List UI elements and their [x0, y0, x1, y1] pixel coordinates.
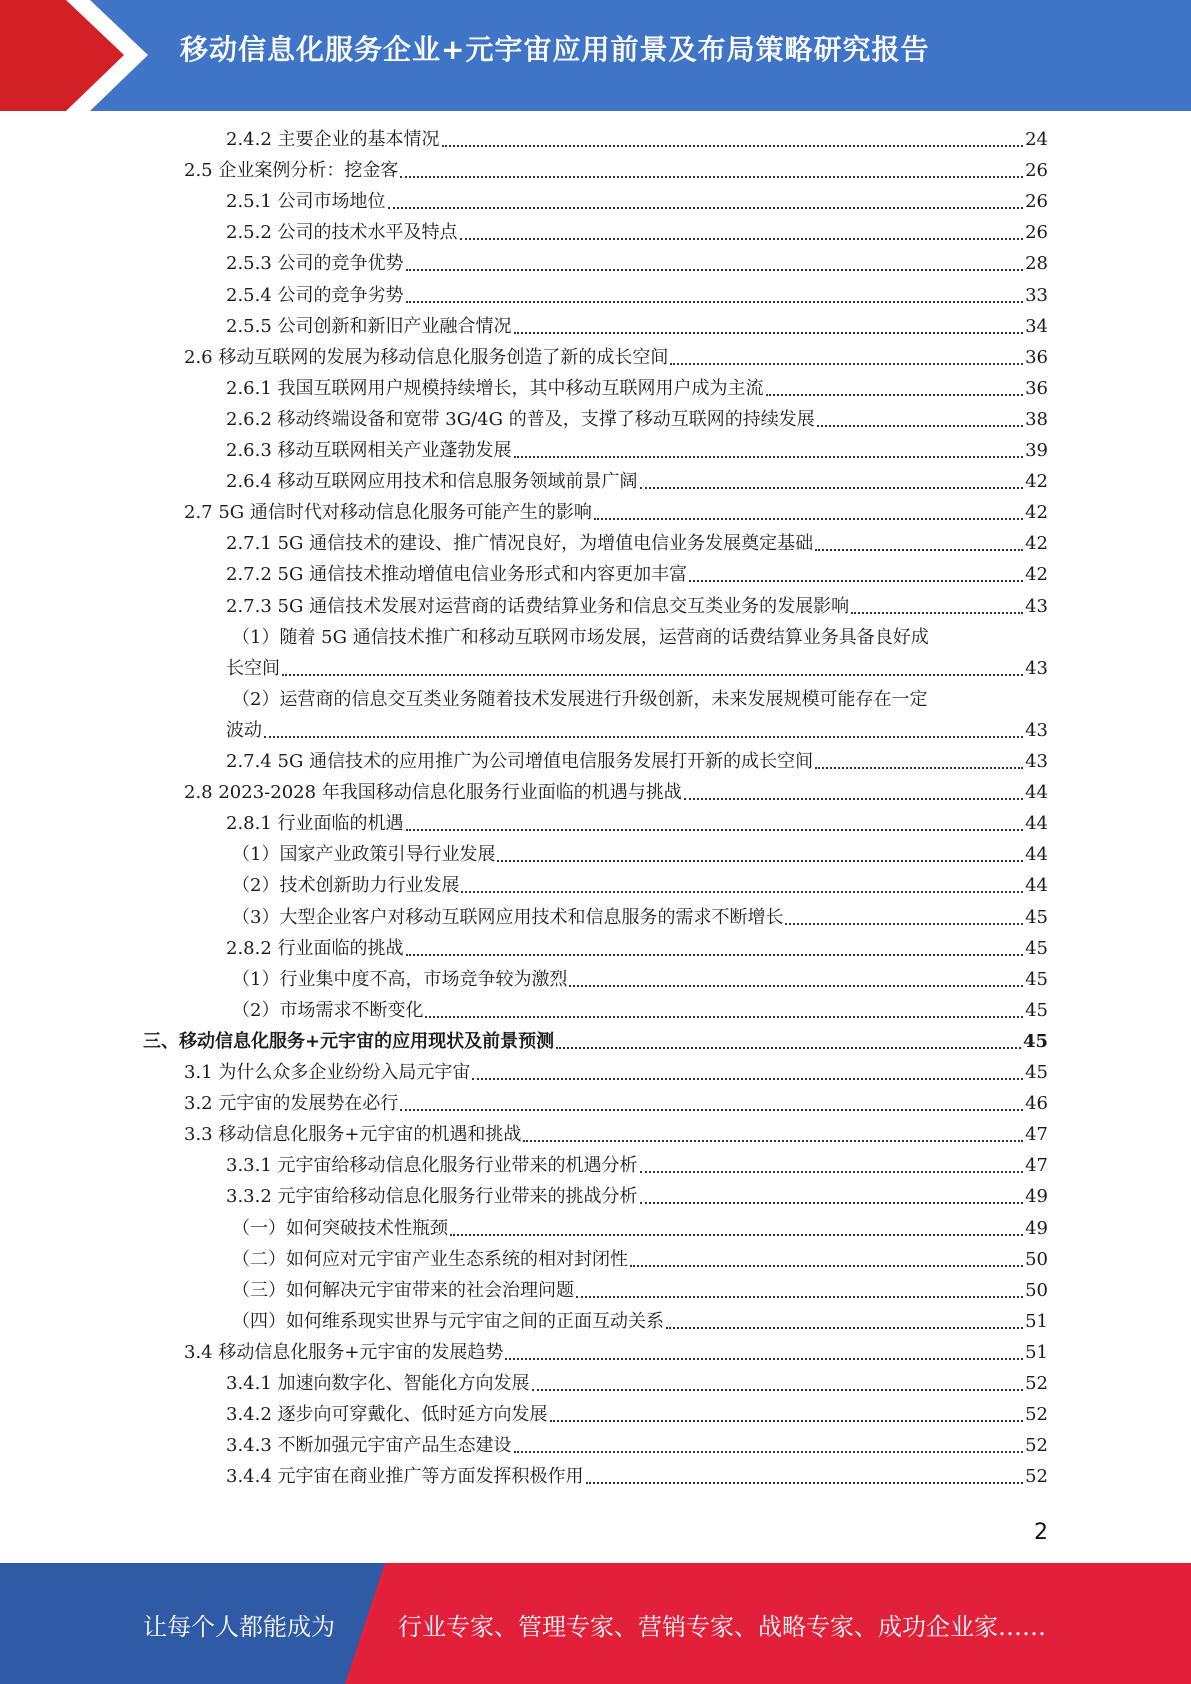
toc-entry-page: 42 [1025, 471, 1048, 492]
toc-entry[interactable] [226, 469, 1048, 493]
toc-entry-title: 2.7.3 5G 通信技术发展对运营商的话费结算业务和信息交互类业务的发展影响 [226, 596, 850, 617]
toc-entry-title: 2.6.2 移动终端设备和宽带 3G/4G 的普及，支撑了移动互联网的持续发展 [226, 409, 815, 430]
toc-entry-title: 2.7.1 5G 通信技术的建设、推广情况良好，为增值电信业务发展奠定基础 [226, 533, 814, 554]
toc-entry[interactable] [226, 1184, 1048, 1208]
toc-entry-page: 52 [1025, 1435, 1048, 1456]
toc-entry-page: 28 [1025, 253, 1048, 274]
toc-dot-leader [640, 1170, 1024, 1173]
toc-entry-page: 51 [1025, 1342, 1048, 1363]
toc-entry-title: （1）随着 5G 通信技术推广和移动互联网市场发展，运营商的话费结算业务具备良好成 [232, 627, 929, 648]
toc-entry-title: 3.4.1 加速向数字化、智能化方向发展 [226, 1373, 530, 1394]
toc-entry-title: 2.5.5 公司创新和新旧产业融合情况 [226, 316, 512, 337]
toc-entry-title: 2.7.4 5G 通信技术的应用推广为公司增值电信服务发展打开新的成长空间 [226, 751, 814, 772]
toc-dot-leader [514, 1450, 1024, 1453]
toc-entry[interactable] [226, 251, 1048, 275]
toc-entry-title: 2.6.1 我国互联网用户规模持续增长，其中移动互联网用户成为主流 [226, 378, 764, 399]
toc-entry-page: 51 [1025, 1311, 1048, 1332]
toc-dot-leader [264, 735, 1023, 738]
toc-dot-leader [556, 1046, 1021, 1049]
toc-entry-title: 3.3.1 元宇宙给移动信息化服务行业带来的机遇分析 [226, 1155, 638, 1176]
toc-dot-leader [523, 1139, 1023, 1142]
toc-dot-leader [550, 1419, 1024, 1422]
toc-entry-title: 2.5.4 公司的竞争劣势 [226, 285, 404, 306]
toc-entry[interactable] [226, 127, 1048, 151]
toc-entry-page: 36 [1025, 378, 1048, 399]
toc-entry-title: 2.5.3 公司的竞争优势 [226, 253, 404, 274]
toc-entry-page: 44 [1025, 782, 1048, 803]
toc-dot-leader [406, 268, 1024, 271]
toc-dot-leader [406, 953, 1024, 956]
toc-dot-leader [514, 455, 1024, 458]
toc-dot-leader [400, 1108, 1023, 1111]
toc-dot-leader [472, 1077, 1023, 1080]
toc-dot-leader [497, 859, 1023, 862]
toc-entry[interactable] [226, 283, 1048, 307]
toc-entry-page: 44 [1025, 844, 1048, 865]
toc-dot-leader [766, 393, 1024, 396]
footer-slogan-left: 让每个人都能成为 [143, 1613, 335, 1641]
page-header [0, 0, 1191, 111]
toc-entry[interactable] [232, 687, 927, 711]
toc-entry-title: （三）如何解决元宇宙带来的社会治理问题 [232, 1280, 574, 1301]
toc-dot-leader [689, 579, 1023, 582]
toc-entry-page: 45 [1025, 1062, 1048, 1083]
toc-entry-title: 3.1 为什么众多企业纷纷入局元宇宙 [184, 1062, 471, 1083]
toc-entry-page: 34 [1025, 316, 1048, 337]
toc-entry[interactable] [226, 594, 1048, 618]
toc-entry[interactable] [143, 1029, 1048, 1053]
toc-dot-leader [576, 1295, 1023, 1298]
toc-entry-page: 33 [1025, 285, 1048, 306]
toc-dot-leader [406, 828, 1024, 831]
toc-entry[interactable] [226, 376, 1048, 400]
toc-entry-title: 2.5.2 公司的技术水平及特点 [226, 222, 458, 243]
toc-dot-leader [594, 517, 1023, 520]
toc-entry-page: 43 [1025, 596, 1048, 617]
toc-entry[interactable] [226, 656, 1048, 680]
toc-dot-leader [640, 486, 1024, 489]
toc-entry-page: 45 [1025, 938, 1048, 959]
toc-entry-title: 3.4.3 不断加强元宇宙产品生态建设 [226, 1435, 512, 1456]
toc-entry-title: 2.5.1 公司市场地位 [226, 191, 386, 212]
toc-dot-leader [630, 1264, 1023, 1267]
toc-entry-title: （四）如何维系现实世界与元宇宙之间的正面互动关系 [232, 1311, 664, 1332]
toc-entry[interactable] [226, 531, 1048, 555]
toc-entry-title: 2.6.3 移动互联网相关产业蓬勃发展 [226, 440, 512, 461]
toc-entry-title: （2）市场需求不断变化 [232, 1000, 424, 1021]
toc-entry[interactable] [226, 1464, 1048, 1488]
page-footer [0, 1563, 1191, 1684]
toc-entry-page: 43 [1025, 658, 1048, 679]
toc-entry[interactable] [226, 407, 1048, 431]
toc-entry[interactable] [226, 811, 1048, 835]
toc-dot-leader [282, 673, 1023, 676]
toc-entry[interactable] [184, 780, 1048, 804]
toc-entry-page: 38 [1025, 409, 1048, 430]
toc-entry[interactable] [226, 220, 1048, 244]
toc-entry-page: 42 [1025, 502, 1048, 523]
toc-entry-page: 42 [1025, 564, 1048, 585]
toc-entry-page: 43 [1025, 751, 1048, 772]
toc-entry-title: 2.6 移动互联网的发展为移动信息化服务创造了新的成长空间 [184, 347, 669, 368]
toc-entry[interactable] [232, 842, 1048, 866]
toc-entry-title: 2.5 企业案例分析：挖金客 [184, 160, 399, 181]
toc-entry[interactable] [226, 1433, 1048, 1457]
toc-entry-page: 26 [1025, 191, 1048, 212]
toc-dot-leader [388, 206, 1024, 209]
toc-entry-title: 2.4.2 主要企业的基本情况 [226, 129, 440, 150]
toc-entry-page: 44 [1025, 813, 1048, 834]
toc-entry-page: 43 [1025, 720, 1048, 741]
toc-entry-title: 长空间 [226, 658, 280, 679]
toc-entry[interactable] [232, 905, 1048, 929]
toc-entry-page: 50 [1025, 1249, 1048, 1270]
toc-entry[interactable] [184, 158, 1048, 182]
toc-entry-title: （3）大型企业客户对移动互联网应用技术和信息服务的需求不断增长 [232, 907, 784, 928]
toc-entry-page: 45 [1025, 969, 1048, 990]
toc-entry-title: （一）如何突破技术性瓶颈 [232, 1218, 448, 1239]
toc-entry-title: 3.4 移动信息化服务+元宇宙的发展趋势 [184, 1342, 504, 1363]
toc-entry[interactable] [184, 500, 1048, 524]
toc-entry-title: 3.3.2 元宇宙给移动信息化服务行业带来的挑战分析 [226, 1186, 638, 1207]
footer-slogan-right: 行业专家、管理专家、营销专家、战略专家、成功企业家…… [398, 1613, 1046, 1641]
toc-dot-leader [851, 611, 1023, 614]
toc-entry-title: 3.4.4 元宇宙在商业推广等方面发挥积极作用 [226, 1466, 584, 1487]
toc-entry-page: 39 [1025, 440, 1048, 461]
toc-entry-title: （二）如何应对元宇宙产业生态系统的相对封闭性 [232, 1249, 628, 1270]
toc-entry-title: （2）运营商的信息交互类业务随着技术发展进行升级创新，未来发展规模可能存在一定 [232, 689, 928, 710]
toc-dot-leader [400, 175, 1023, 178]
toc-entry-title: 3.2 元宇宙的发展势在必行 [184, 1093, 399, 1114]
toc-entry-page: 49 [1025, 1218, 1048, 1239]
toc-entry-page: 52 [1025, 1373, 1048, 1394]
toc-entry[interactable] [232, 1247, 1048, 1271]
toc-entry[interactable] [184, 1060, 1048, 1084]
toc-entry-page: 44 [1025, 875, 1048, 896]
toc-entry-title: 波动 [226, 720, 262, 741]
toc-entry-page: 45 [1025, 1000, 1048, 1021]
toc-entry[interactable] [226, 936, 1048, 960]
toc-entry-title: （1）国家产业政策引导行业发展 [232, 844, 496, 865]
toc-entry-page: 47 [1025, 1155, 1048, 1176]
toc-entry[interactable] [226, 438, 1048, 462]
toc-dot-leader [460, 237, 1024, 240]
toc-entry[interactable] [184, 1091, 1048, 1115]
toc-entry[interactable] [226, 1402, 1048, 1426]
toc-entry[interactable] [232, 1216, 1048, 1240]
toc-dot-leader [684, 797, 1023, 800]
toc-entry-title: 2.6.4 移动互联网应用技术和信息服务领域前景广阔 [226, 471, 638, 492]
toc-entry-title: 2.7 5G 通信时代对移动信息化服务可能产生的影响 [184, 502, 592, 523]
toc-entry[interactable] [226, 189, 1048, 213]
toc-entry[interactable] [226, 314, 1048, 338]
toc-dot-leader [785, 922, 1023, 925]
toc-entry-page: 50 [1025, 1280, 1048, 1301]
toc-entry-page: 36 [1025, 347, 1048, 368]
toc-entry[interactable] [232, 1278, 1048, 1302]
toc-dot-leader [442, 144, 1024, 147]
toc-entry-page: 42 [1025, 533, 1048, 554]
toc-dot-leader [450, 1233, 1023, 1236]
toc-entry[interactable] [232, 1309, 1048, 1333]
toc-entry[interactable] [184, 345, 1048, 369]
toc-dot-leader [586, 1481, 1024, 1484]
toc-dot-leader [406, 300, 1024, 303]
report-title: 移动信息化服务企业+元宇宙应用前景及布局策略研究报告 [180, 33, 930, 66]
toc-entry-page: 24 [1025, 129, 1048, 150]
toc-entry-title: 三、移动信息化服务+元宇宙的应用现状及前景预测 [143, 1031, 555, 1052]
toc-entry-page: 45 [1022, 1031, 1048, 1052]
toc-entry[interactable] [232, 998, 1048, 1022]
toc-entry-title: 3.4.2 逐步向可穿戴化、低时延方向发展 [226, 1404, 548, 1425]
toc-dot-leader [666, 1326, 1023, 1329]
toc-dot-leader [532, 1388, 1024, 1391]
toc-entry[interactable] [226, 1371, 1048, 1395]
toc-entry[interactable] [184, 1122, 1048, 1146]
toc-dot-leader [817, 424, 1023, 427]
toc-dot-leader [505, 1357, 1023, 1360]
toc-entry[interactable] [226, 1153, 1048, 1177]
toc-entry[interactable] [184, 1340, 1048, 1364]
toc-entry-title: （2）技术创新助力行业发展 [232, 875, 460, 896]
toc-entry[interactable] [226, 749, 1048, 773]
toc-entry-title: 2.8.1 行业面临的机遇 [226, 813, 404, 834]
toc-entry-page: 49 [1025, 1186, 1048, 1207]
toc-dot-leader [461, 890, 1023, 893]
toc-entry-page: 45 [1025, 907, 1048, 928]
toc-entry-title: 2.8 2023-2028 年我国移动信息化服务行业面临的机遇与挑战 [184, 782, 682, 803]
toc-entry-title: 2.7.2 5G 通信技术推动增值电信业务形式和内容更加丰富 [226, 564, 688, 585]
toc-dot-leader [670, 362, 1023, 365]
toc-entry[interactable] [232, 625, 929, 649]
toc-dot-leader [815, 766, 1023, 769]
toc-dot-leader [815, 548, 1023, 551]
toc-entry[interactable] [232, 967, 1048, 991]
toc-entry-page: 47 [1025, 1124, 1048, 1145]
toc-dot-leader [640, 1201, 1024, 1204]
toc-entry[interactable] [232, 873, 1048, 897]
toc-entry[interactable] [226, 718, 1048, 742]
page-number: 2 [1034, 1520, 1048, 1545]
toc-dot-leader [569, 984, 1023, 987]
toc-entry-page: 52 [1025, 1466, 1048, 1487]
toc-entry-page: 46 [1025, 1093, 1048, 1114]
toc-entry-page: 26 [1025, 160, 1048, 181]
toc-entry[interactable] [226, 562, 1048, 586]
toc-entry-title: （1）行业集中度不高，市场竞争较为激烈 [232, 969, 568, 990]
toc-entry-title: 3.3 移动信息化服务+元宇宙的机遇和挑战 [184, 1124, 522, 1145]
toc-dot-leader [514, 331, 1024, 334]
toc-entry-page: 52 [1025, 1404, 1048, 1425]
toc-entry-title: 2.8.2 行业面临的挑战 [226, 938, 404, 959]
toc-entry-page: 26 [1025, 222, 1048, 243]
toc-dot-leader [425, 1015, 1023, 1018]
